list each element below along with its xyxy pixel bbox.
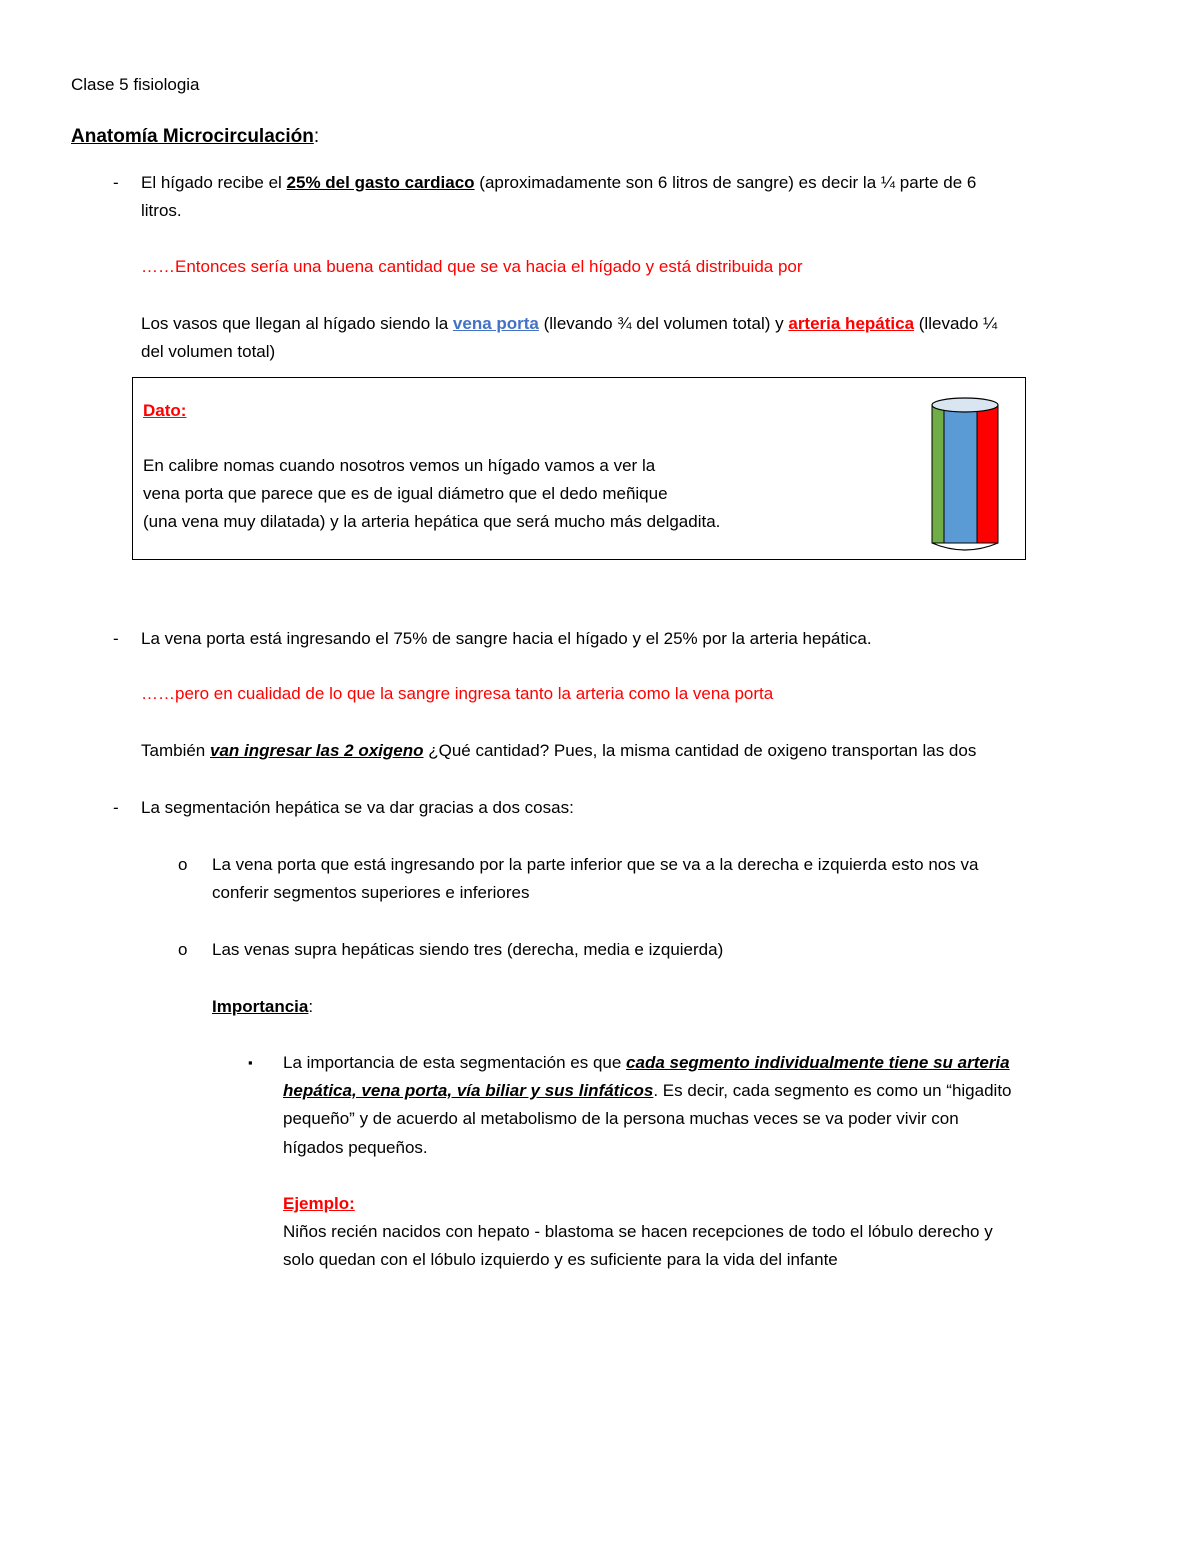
imp-line3: pequeño” y de acuerdo al metabolismo de la persona muchas veces se va poder vivir con — [283, 1109, 959, 1128]
p2-mid: (llevando ¾ del volumen total) y — [538, 314, 789, 333]
cylinder-bottom-edge — [932, 543, 998, 550]
dash-bullet: - — [113, 629, 119, 648]
heading-colon: : — [313, 126, 320, 147]
cylinder-top — [932, 398, 998, 412]
p2-line1 — [141, 314, 997, 334]
p4-emphasis: van ingresar las 2 oxigeno — [209, 741, 424, 760]
cylinder-green-stripe — [932, 405, 944, 543]
p2-pre: Los vasos que llegan al hígado siendo la — [141, 314, 453, 333]
imp-line1 — [283, 1053, 1010, 1073]
importancia-text: Importancia — [212, 997, 309, 1016]
dato-box — [132, 377, 1026, 560]
dash-bullet: - — [113, 173, 119, 192]
ejemplo-line2: solo quedan con el lóbulo izquierdo y es suficiente para la vida del infante — [283, 1250, 838, 1269]
importancia-heading — [212, 997, 313, 1017]
sub1-line1: La vena porta que está ingresando por la parte inferior que se va a la derecha e izquierda esto nos va — [212, 855, 979, 874]
vessel-cylinder-illustration — [927, 393, 1003, 555]
dash-bullet: - — [113, 798, 119, 817]
vena-porta-term: vena porta — [452, 314, 539, 333]
imp-pre: La importancia de esta segmentación es que — [283, 1053, 627, 1072]
p2-post: (llevado ¼ — [914, 314, 998, 333]
p1-line1 — [141, 173, 976, 193]
dato-title: Dato: — [143, 401, 187, 420]
section-heading — [71, 127, 319, 147]
importancia-colon: : — [308, 997, 314, 1016]
sub2-text: Las venas supra hepáticas siendo tres (derecha, media e izquierda) — [212, 940, 724, 959]
arteria-hepatica-term: arteria hepática — [788, 314, 915, 333]
dato-line: (una vena muy dilatada) y la arteria hepática que será mucho más delgadita. — [143, 512, 721, 531]
imp-emphasis-1: cada segmento individualmente tiene su arteria — [626, 1053, 1010, 1072]
p4-post: ¿Qué cantidad? Pues, la misma cantidad de oxigeno transportan las dos — [423, 741, 977, 760]
p4-pre: También — [141, 741, 210, 760]
ejemplo-title: Ejemplo: — [283, 1194, 355, 1213]
imp-emphasis-2: hepática, vena porta, vía biliar y sus linfáticos — [283, 1081, 654, 1100]
heading-text: Anatomía Microcirculación — [71, 126, 314, 147]
dato-line: vena porta que parece que es de igual diámetro que el dedo meñique — [143, 484, 668, 503]
p5-text: La segmentación hepática se va dar gracias a dos cosas: — [141, 798, 574, 817]
square-bullet: ▪ — [248, 1055, 253, 1070]
sub1-line2: conferir segmentos superiores e inferiores — [212, 883, 530, 902]
dato-line: En calibre nomas cuando nosotros vemos un hígado vamos a ver la — [143, 456, 656, 475]
p1-post: (aproximadamente son 6 litros de sangre) es decir la ¼ parte de 6 — [474, 173, 977, 192]
p4-line — [141, 741, 976, 761]
imp-line2 — [283, 1081, 1012, 1101]
ejemplo-line1: Niños recién nacidos con hepato - blastoma se hacen recepciones de todo el lóbulo derecho y — [283, 1222, 993, 1241]
p1-red-note: ……Entonces sería una buena cantidad que se va hacia el hígado y está distribuida por — [141, 257, 803, 276]
cylinder-red-stripe — [977, 405, 998, 543]
p2-line2: del volumen total) — [141, 342, 276, 361]
p3-text: La vena porta está ingresando el 75% de sangre hacia el hígado y el 25% por la arteria hepática. — [141, 629, 872, 648]
p3-red-note: ……pero en cualidad de lo que la sangre ingresa tanto la arteria como la vena porta — [141, 684, 774, 703]
document-title: Clase 5 fisiologia — [71, 75, 200, 94]
p1-line2: litros. — [141, 201, 182, 220]
circle-bullet: o — [178, 940, 188, 959]
imp-line4: hígados pequeños. — [283, 1138, 428, 1157]
imp-post: . Es decir, cada segmento es como un “higadito — [653, 1081, 1012, 1100]
p1-bold: 25% del gasto cardiaco — [286, 173, 475, 192]
circle-bullet: o — [178, 855, 188, 874]
p1-pre: El hígado recibe el — [141, 173, 287, 192]
